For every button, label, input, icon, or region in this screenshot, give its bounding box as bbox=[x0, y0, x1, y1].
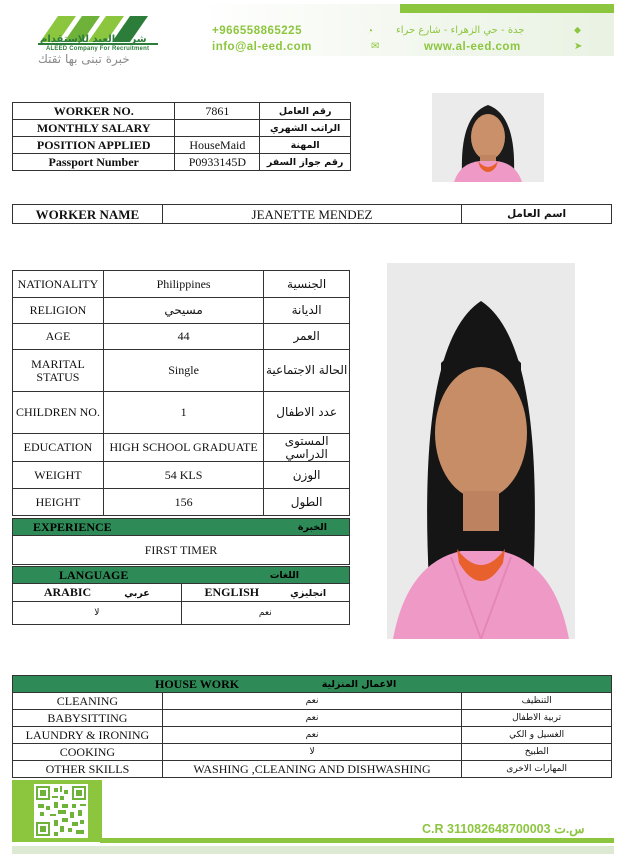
experience-label: EXPERIENCE bbox=[13, 519, 235, 536]
label-cleaning-ar: التنظيف bbox=[462, 693, 612, 710]
table-row bbox=[13, 392, 350, 434]
table-row bbox=[13, 602, 350, 625]
value-children-no: 1 bbox=[103, 392, 263, 434]
label-cooking-ar: الطبيخ bbox=[462, 744, 612, 761]
website-link[interactable]: www.al-eed.com bbox=[424, 41, 521, 53]
value-religion: مسيحي bbox=[103, 298, 263, 324]
house-work-table bbox=[12, 675, 612, 778]
table-row bbox=[13, 693, 612, 710]
label-laundry-ar: الغسيل و الكي bbox=[462, 727, 612, 744]
company-tagline: خبرة تبنى بها ثقتك bbox=[38, 52, 130, 66]
label-worker-no-ar: رقم العامل bbox=[260, 103, 351, 120]
label-education-ar: المستوى الدراسي bbox=[264, 434, 350, 462]
table-row bbox=[13, 727, 612, 744]
whatsapp-icon: ◔ bbox=[367, 26, 374, 37]
email-link[interactable]: info@al-eed.com bbox=[212, 41, 312, 53]
label-babysitting-ar: تربية الاطفال bbox=[462, 710, 612, 727]
house-work-label: HOUSE WORK bbox=[13, 676, 462, 693]
label-religion: RELIGION bbox=[13, 298, 104, 324]
table-row bbox=[13, 434, 350, 462]
value-babysitting: نعم bbox=[162, 710, 461, 727]
header-accent-bar bbox=[400, 4, 614, 13]
label-religion-ar: الديانة bbox=[264, 298, 350, 324]
commercial-registration: C.R 311082648700003 س.ت bbox=[422, 822, 585, 836]
table-row bbox=[13, 710, 612, 727]
worker-photo-large bbox=[387, 263, 575, 639]
table-row bbox=[13, 536, 350, 565]
value-height: 156 bbox=[103, 489, 263, 516]
phone-number[interactable]: +966558865225 bbox=[212, 25, 302, 37]
value-worker-no: 7861 bbox=[175, 103, 260, 120]
label-laundry: LAUNDRY & IRONING bbox=[13, 727, 163, 744]
value-position: HouseMaid bbox=[175, 137, 260, 154]
experience-value: FIRST TIMER bbox=[13, 536, 350, 565]
qr-code[interactable] bbox=[34, 784, 88, 838]
experience-table bbox=[12, 518, 350, 565]
table-row bbox=[13, 271, 350, 298]
worker-info-table bbox=[12, 102, 351, 171]
label-children-no-ar: عدد الاطفال bbox=[264, 392, 350, 434]
label-education: EDUCATION bbox=[13, 434, 104, 462]
cursor-icon: ➤ bbox=[574, 41, 583, 52]
label-weight: WEIGHT bbox=[13, 462, 104, 489]
section-header-house-work bbox=[13, 676, 612, 693]
label-nationality: NATIONALITY bbox=[13, 271, 104, 298]
label-age-ar: العمر bbox=[264, 324, 350, 350]
value-education: HIGH SCHOOL GRADUATE bbox=[103, 434, 263, 462]
english-value: نعم bbox=[181, 602, 349, 625]
section-header-experience bbox=[13, 519, 350, 536]
value-marital-status: Single bbox=[103, 350, 263, 392]
language-table bbox=[12, 566, 350, 625]
label-cleaning: CLEANING bbox=[13, 693, 163, 710]
language-label-ar: اللغات bbox=[181, 567, 349, 584]
label-other-skills-ar: المهارات الاخرى bbox=[462, 761, 612, 778]
company-name-en: ALEED Company For Recruitment bbox=[46, 46, 150, 52]
label-passport-ar: رقم جواز السفر bbox=[260, 154, 351, 171]
table-row bbox=[13, 350, 350, 392]
table-row bbox=[13, 120, 351, 137]
house-work-label-ar bbox=[321, 676, 612, 693]
english-label-ar: انجليزي bbox=[290, 587, 327, 599]
language-label: LANGUAGE bbox=[13, 567, 182, 584]
label-nationality-ar: الجنسية bbox=[264, 271, 350, 298]
label-weight-ar: الوزن bbox=[264, 462, 350, 489]
value-nationality: Philippines bbox=[103, 271, 263, 298]
label-marital-status: MARITAL STATUS bbox=[13, 350, 104, 392]
arabic-cell bbox=[13, 584, 182, 602]
value-monthly-salary bbox=[175, 120, 260, 137]
label-worker-no: WORKER NO. bbox=[13, 103, 175, 120]
value-laundry: نعم bbox=[162, 727, 461, 744]
value-other-skills: WASHING ,CLEANING AND DISHWASHING bbox=[162, 761, 461, 778]
location-pin-icon: ⬥ bbox=[574, 25, 581, 36]
value-age: 44 bbox=[103, 324, 263, 350]
experience-label-ar: الخبرة bbox=[234, 519, 349, 536]
worker-photo-small bbox=[432, 93, 544, 182]
qr-code-block bbox=[12, 780, 102, 842]
section-header-language bbox=[13, 567, 350, 584]
table-row bbox=[13, 154, 351, 171]
footer-band bbox=[100, 838, 614, 843]
label-height-ar: الطول bbox=[264, 489, 350, 516]
table-row bbox=[13, 761, 612, 778]
label-children-no: CHILDREN NO. bbox=[13, 392, 104, 434]
table-row bbox=[13, 584, 350, 602]
english-label: ENGLISH bbox=[204, 584, 260, 599]
label-monthly-salary: MONTHLY SALARY bbox=[13, 120, 175, 137]
label-worker-name-ar: اسم العامل bbox=[462, 205, 612, 224]
table-row bbox=[13, 489, 350, 516]
worker-name-table bbox=[12, 204, 612, 224]
arabic-label-ar: عربي bbox=[124, 587, 150, 599]
house-work-label-ar-text: الاعمال المنزلية bbox=[321, 678, 397, 690]
table-row bbox=[13, 744, 612, 761]
table-row bbox=[13, 324, 350, 350]
label-babysitting: BABYSITTING bbox=[13, 710, 163, 727]
label-worker-name: WORKER NAME bbox=[13, 205, 163, 224]
value-cleaning: نعم bbox=[162, 693, 461, 710]
label-passport: Passport Number bbox=[13, 154, 175, 171]
label-age: AGE bbox=[13, 324, 104, 350]
table-row bbox=[13, 103, 351, 120]
label-marital-status-ar: الحالة الاجتماعية bbox=[264, 350, 350, 392]
table-row bbox=[13, 462, 350, 489]
label-position-ar: المهنة bbox=[260, 137, 351, 154]
label-position: POSITION APPLIED bbox=[13, 137, 175, 154]
footer-band-light bbox=[12, 846, 614, 854]
value-passport: P0933145D bbox=[175, 154, 260, 171]
label-cooking: COOKING bbox=[13, 744, 163, 761]
arabic-value: لا bbox=[13, 602, 182, 625]
arabic-label: ARABIC bbox=[43, 584, 92, 599]
value-worker-name: JEANETTE MENDEZ bbox=[162, 205, 461, 224]
value-weight: 54 KLS bbox=[103, 462, 263, 489]
label-height: HEIGHT bbox=[13, 489, 104, 516]
company-name-ar: شركة العيد للإستقدام bbox=[40, 34, 147, 45]
address-ar: جدة - حي الزهراء - شارع حراء bbox=[396, 25, 525, 36]
english-cell bbox=[181, 584, 349, 602]
label-other-skills: OTHER SKILLS bbox=[13, 761, 163, 778]
mail-icon: ✉ bbox=[371, 41, 380, 52]
table-row bbox=[13, 137, 351, 154]
table-row bbox=[13, 205, 612, 224]
worker-details-table bbox=[12, 270, 350, 516]
value-cooking: لا bbox=[162, 744, 461, 761]
label-monthly-salary-ar: الراتب الشهري bbox=[260, 120, 351, 137]
table-row bbox=[13, 298, 350, 324]
